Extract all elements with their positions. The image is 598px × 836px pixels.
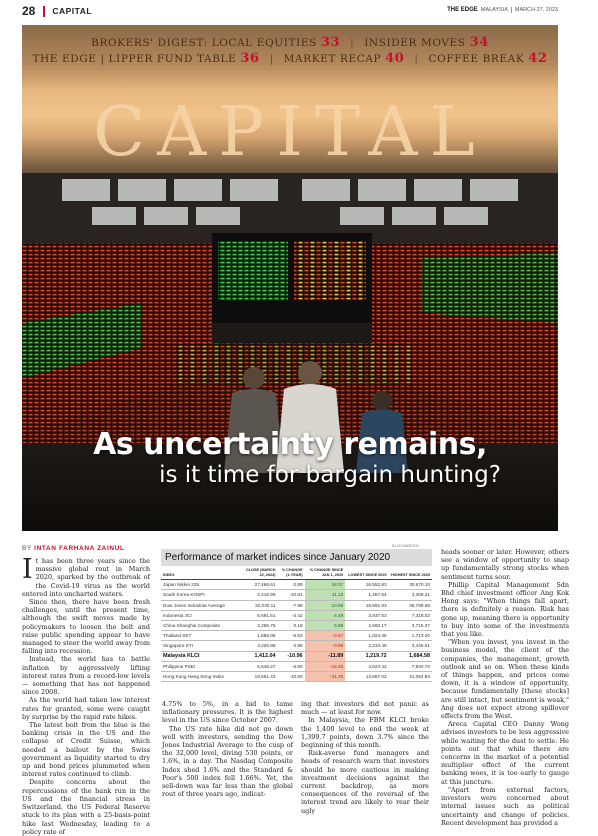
article-paragraph: "Apart from external factors, investors were concerned about internal issues such as political uncertainty and change of policies. Recent development has provided a	[441, 785, 569, 827]
headline-line-2: is it time for bargain hunting?	[159, 462, 501, 488]
article-paragraph: The US rate hike did not go down well with investors, sending the Dow Jones Industrial Average to the cusp of the 32,000 level, diving 530 points, or 1.6%, in a day. The Nasdaq Composite Index shed 1.6% and the Standard & Poor's 500 index fell 1.66%. Yet, the sell-down was far less than the global rout of three years ago, indicat-	[162, 724, 293, 799]
cover-image-block	[22, 25, 558, 531]
cell-highest: 1,713.20	[389, 631, 432, 641]
header-highest: HIGHEST SINCE 2020	[389, 566, 432, 580]
cell-close: 27,466.61	[242, 580, 277, 590]
section-name: CAPITAL	[52, 6, 93, 16]
cell-highest: 36,799.65	[389, 600, 432, 610]
cell-lowest: 2,233.48	[345, 641, 388, 651]
cell-index-name: Hong Kong Hang Seng Index	[161, 671, 242, 681]
cell-close: 2,416.96	[242, 590, 277, 600]
cell-change-since: 5.85	[305, 620, 346, 630]
table-row	[161, 651, 432, 661]
cell-index-name: Dow Jones Industrial Average	[161, 600, 242, 610]
toc-item-market-recap[interactable]: MARKET RECAP 40	[283, 51, 405, 66]
article-paragraph: Areca Capital CEO Danny Wong advises investors to be less aggressive while waiting for the dust to settle. He points out that while there are concerns in the market of a potential multiplier effect of the current banking woes, it is too early to gauge at this juncture.	[441, 720, 569, 786]
cell-change-1y: -10.96	[278, 651, 305, 661]
article-paragraph: Since then, there have been fresh challenges, until the present time, although the swift moves made by policymakers to loosen the belt and raise public spending appear to have managed to steer the world away from falling into recession.	[22, 598, 150, 656]
table-header-row	[161, 566, 432, 580]
cell-lowest: 16,552.83	[345, 580, 388, 590]
cell-highest: 31,084.94	[389, 671, 432, 681]
cell-lowest: 18,591.93	[345, 600, 388, 610]
publication-info	[447, 7, 558, 13]
table-row	[161, 610, 432, 620]
cell-change-1y: -10.50	[278, 671, 305, 681]
cell-change-1y: -6.60	[278, 661, 305, 671]
byline-prefix: BY	[22, 545, 32, 552]
cell-lowest: 1,219.72	[345, 651, 388, 661]
table-row	[161, 641, 432, 651]
cell-change-1y: -5.53	[278, 631, 305, 641]
cell-change-since: -0.67	[305, 631, 346, 641]
cell-highest: 3,715.37	[389, 620, 432, 630]
section-divider	[43, 6, 45, 17]
cell-index-name: China Shanghai Composite	[161, 620, 242, 630]
cell-highest: 30,670.10	[389, 580, 432, 590]
table-row	[161, 631, 432, 641]
article-paragraph: 4.75% to 5%, in a bid to tame inflationary pressures. It is the highest level in the US since October 2007.	[162, 700, 293, 725]
table-row	[161, 580, 432, 590]
article-column-3	[301, 700, 429, 815]
publication-brand: THE EDGE	[447, 7, 478, 13]
table-row	[161, 620, 432, 630]
section-masthead: CAPITAL	[93, 93, 487, 172]
cell-lowest: 1,024.46	[345, 631, 388, 641]
article-paragraph: Phillip Capital Management Sdn Bhd chief investment officer Ang Kok Heng says: "When things fall apart, there is definitely a reason. Risk has gone up, meaning there is opportunity to buy into some of the investments that you like.	[441, 580, 569, 639]
cell-highest: 7,318.02	[389, 610, 432, 620]
toc-item-insider-moves[interactable]: INSIDER MOVES 34	[364, 35, 489, 50]
cell-change-since: -11.89	[305, 651, 346, 661]
table-body	[161, 580, 432, 682]
toc-line-1	[22, 35, 558, 51]
drop-cap: I	[22, 554, 33, 585]
toc-item-brokers-digest[interactable]: BROKERS' DIGEST: LOCAL EQUITIES 33	[91, 35, 341, 50]
publication-divider	[511, 7, 512, 13]
table-row	[161, 590, 432, 600]
table-title: Performance of market indices since January 2020	[161, 549, 432, 566]
cell-lowest: 3,937.63	[345, 610, 388, 620]
cell-change-since: -0.95	[305, 641, 346, 651]
cell-close: 3,265.75	[242, 620, 277, 630]
cell-change-since: -15.45	[305, 661, 346, 671]
article-paragraph: Despite concerns about the repercussions of the bank run in the US and the financial stress in Switzerland, the US Federal Reserve stuck to its plan with a 25-basis-point hike last Wednesday, leading to a policy rate of	[22, 778, 150, 836]
cell-lowest: 1,457.64	[345, 590, 388, 600]
header-lowest: LOWEST SINCE 2020	[345, 566, 388, 580]
header-change-1y: % CHANGE (1-YEAR)	[278, 566, 305, 580]
cell-change-since: 18.37	[305, 580, 346, 590]
cell-index-name: Singapore STI	[161, 641, 242, 651]
table-of-contents	[22, 35, 558, 67]
cell-change-1y: -7.98	[278, 600, 305, 610]
cell-index-name: Indonesia JCI	[161, 610, 242, 620]
article-paragraph: Instead, the world has to battle inflation by aggressively lifting interest rates from a record-low levels — something that has not happened since 2008.	[22, 655, 150, 697]
cell-close: 1,585.08	[242, 631, 277, 641]
toc-separator: |	[414, 53, 419, 65]
cell-highest: 3,445.01	[389, 641, 432, 651]
article-column-1	[22, 554, 150, 836]
toc-separator: |	[269, 53, 274, 65]
cell-close: 1,412.04	[242, 651, 277, 661]
page-number: 28	[22, 4, 36, 18]
cell-lowest: 2,660.17	[345, 620, 388, 630]
header-close: CLOSE (MARCH 22, 2023)	[242, 566, 277, 580]
toc-line-2	[22, 51, 558, 67]
article-paragraph: heads sooner or later. However, others see a window of opportunity to snap up fundamentally strong stocks when sentiment turns sour.	[441, 548, 569, 581]
cell-highest: 1,684.58	[389, 651, 432, 661]
toc-separator: |	[350, 37, 355, 49]
cell-close: 6,546.27	[242, 661, 277, 671]
cell-index-name: Japan Nikkei 225	[161, 580, 242, 590]
article-column-4	[441, 548, 569, 827]
byline-author: INTAN FARHANA ZAINUL	[34, 545, 125, 552]
cell-highest: 3,305.21	[389, 590, 432, 600]
page-header	[0, 0, 580, 22]
cell-change-1y: 0.89	[278, 580, 305, 590]
cell-index-name: Philippine PSEi	[161, 661, 242, 671]
cell-change-since: 6.49	[305, 610, 346, 620]
market-indices-table	[161, 549, 432, 682]
article-paragraph: "When you invest, you invest in the business model, the client of the companies, the management, growth outlook and so on. When these kinds of things happen, and prices come down, it is a window of opportunity, because fundamentally [these stocks] are still intact, but sentiment is weak," Ang does not expect strong spillover effects from the West.	[441, 638, 569, 721]
publication-brand-sub: MALAYSIA	[480, 7, 508, 13]
cell-index-name: South Korea KOSPI	[161, 590, 242, 600]
article-column-2	[162, 700, 293, 798]
photo-credit: BLOOMBERG	[392, 544, 420, 548]
cell-lowest: 4,623.42	[345, 661, 388, 671]
article-paragraph: It has been three years since the massive global rout in March 2020, sparked by the outbreak of the Covid-19 virus as the world entered into uncharted waters.	[22, 554, 150, 598]
cell-change-1y: -10.81	[278, 590, 305, 600]
cell-close: 32,030.11	[242, 600, 277, 610]
indices-data-table	[161, 566, 432, 682]
cell-change-1y: -4.42	[278, 610, 305, 620]
toc-item-lipper-fund-table[interactable]: THE EDGE | LIPPER FUND TABLE 36	[32, 51, 260, 66]
table-row	[161, 600, 432, 610]
article-paragraph: Risk-averse fund managers and heads of research warn that investors should be more cautious in making investment decisions against the current backdrop, as more consequences of the reversal of the interest trend are likely to rear their ugly	[301, 749, 429, 815]
cell-change-since: 10.95	[305, 600, 346, 610]
headline-line-1: As uncertainty remains,	[93, 427, 487, 462]
table-row	[161, 661, 432, 671]
cell-change-since: 11.12	[305, 590, 346, 600]
publication-date: MARCH 27, 2023	[514, 7, 558, 13]
cell-highest: 7,840.70	[389, 661, 432, 671]
cell-lowest: 14,687.02	[345, 671, 388, 681]
article-paragraph: ing that investors did not panic as much — at least for now.	[301, 700, 429, 717]
cell-close: 6,691.61	[242, 610, 277, 620]
cell-close: 3,220.98	[242, 641, 277, 651]
cell-close: 19,591.43	[242, 671, 277, 681]
toc-item-coffee-break[interactable]: COFFEE BREAK 42	[428, 51, 548, 66]
cell-change-since: -31.36	[305, 671, 346, 681]
header-index: INDEX	[161, 566, 242, 580]
cell-change-1y: 0.18	[278, 620, 305, 630]
cell-index-name: Thailand SET	[161, 631, 242, 641]
article-paragraph: As the world had taken low interest rates for granted, some were caught by surprise by the rapid rate hikes.	[22, 696, 150, 721]
cell-change-1y: -3.86	[278, 641, 305, 651]
article-paragraph: In Malaysia, the FBM KLCI broke the 1,400 level to end the week at 1,399.7 points, down 3.7% since the beginning of this month.	[301, 716, 429, 750]
article-byline	[22, 545, 125, 552]
article-paragraph: The latest bolt from the blue is the banking crisis in the US and the collapse of Credit Suisse, which needed a bailout by the Swiss government as liquidity started to dry up and bond prices plummeted when interest rates continued to climb.	[22, 721, 150, 779]
table-row	[161, 671, 432, 681]
cell-index-name: Malaysia KLCI	[161, 651, 242, 661]
header-change-since: % CHANGE SINCE JAN 1, 2020	[305, 566, 346, 580]
